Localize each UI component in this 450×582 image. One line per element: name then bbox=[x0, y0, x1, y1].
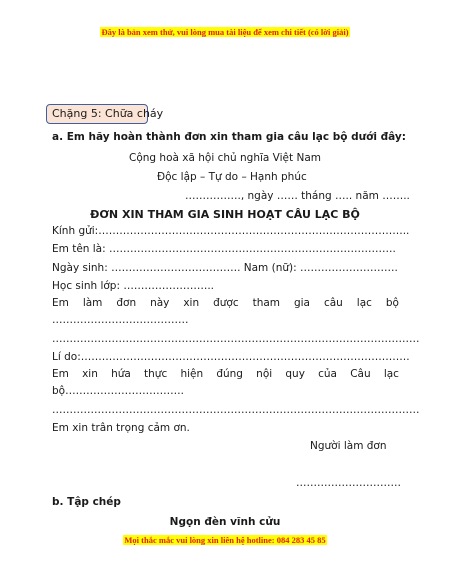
hotline-text: Mọi thắc mắc vui lòng xin liên hệ hotline: 084 283 45 85 bbox=[124, 535, 326, 545]
addressee-line: Kính gửi:…………………………………………………………………………….. bbox=[52, 225, 410, 237]
form-word: bộ bbox=[385, 297, 399, 309]
blank-line: …………………………………………………………………………………………… bbox=[52, 333, 420, 345]
form-word: xin bbox=[183, 297, 200, 309]
date-line: ……………., ngày …… tháng ….. năm …….. bbox=[185, 190, 410, 202]
form-title: ĐƠN XIN THAM GIA SINH HOẠT CÂU LẠC BỘ bbox=[90, 208, 360, 221]
preview-notice-banner bbox=[0, 27, 450, 37]
poem-title: Ngọn đèn vĩnh cửu bbox=[169, 516, 281, 528]
class-line: Học sinh lớp: …………………….. bbox=[52, 280, 215, 292]
request-continuation: ………………………………… bbox=[52, 314, 189, 326]
form-word: quy bbox=[285, 368, 305, 380]
form-word: đơn bbox=[116, 297, 137, 309]
promise-continuation: bộ……………………………. bbox=[52, 385, 184, 397]
form-word: được bbox=[213, 297, 239, 309]
national-motto: Cộng hoà xã hội chủ nghĩa Việt Nam bbox=[129, 152, 321, 164]
section-b-title: b. Tập chép bbox=[52, 496, 121, 508]
blank-line: …………………………………………………………………………………………… bbox=[52, 404, 420, 416]
form-word: tham bbox=[252, 297, 281, 309]
section-a-title: a. Em hãy hoàn thành đơn xin tham gia câu lạc bộ dưới đây: bbox=[52, 131, 406, 143]
dob-gender-line: Ngày sinh: ………………………………. Nam (nữ): ………………………. bbox=[52, 262, 398, 274]
form-word: Em bbox=[52, 297, 69, 309]
form-word: lạc bbox=[383, 368, 399, 380]
chapter-label: Chặng 5: Chữa cháy bbox=[52, 107, 164, 120]
promise-line bbox=[52, 368, 399, 380]
form-word: gia bbox=[293, 297, 310, 309]
national-slogan: Độc lập – Tự do – Hạnh phúc bbox=[157, 171, 307, 183]
form-word: này bbox=[150, 297, 170, 309]
form-word: Em bbox=[52, 368, 69, 380]
form-word: đúng bbox=[216, 368, 243, 380]
form-word: xin bbox=[82, 368, 98, 380]
signer-label: Người làm đơn bbox=[310, 440, 387, 452]
form-word: lạc bbox=[356, 297, 372, 309]
name-line: Em tên là: ………………………………………………………………………. bbox=[52, 243, 396, 255]
reason-line: Lí do:…………………………………………………………………………………. bbox=[52, 351, 410, 363]
form-word: nội bbox=[256, 368, 273, 380]
signature-line: ………………………… bbox=[296, 477, 401, 489]
preview-notice-text: Đây là bản xem thử, vui lòng mua tài liệu để xem chi tiết (có lời giải) bbox=[101, 27, 349, 37]
request-line bbox=[52, 297, 399, 309]
form-word: thực bbox=[144, 368, 168, 380]
form-word: của bbox=[318, 368, 337, 380]
form-word: làm bbox=[82, 297, 103, 309]
form-word: câu bbox=[323, 297, 343, 309]
form-word: hiện bbox=[180, 368, 204, 380]
form-word: Câu bbox=[350, 368, 371, 380]
hotline-banner bbox=[0, 535, 450, 545]
form-word: hứa bbox=[111, 368, 131, 380]
closing-thanks: Em xin trân trọng cảm ơn. bbox=[52, 422, 190, 434]
